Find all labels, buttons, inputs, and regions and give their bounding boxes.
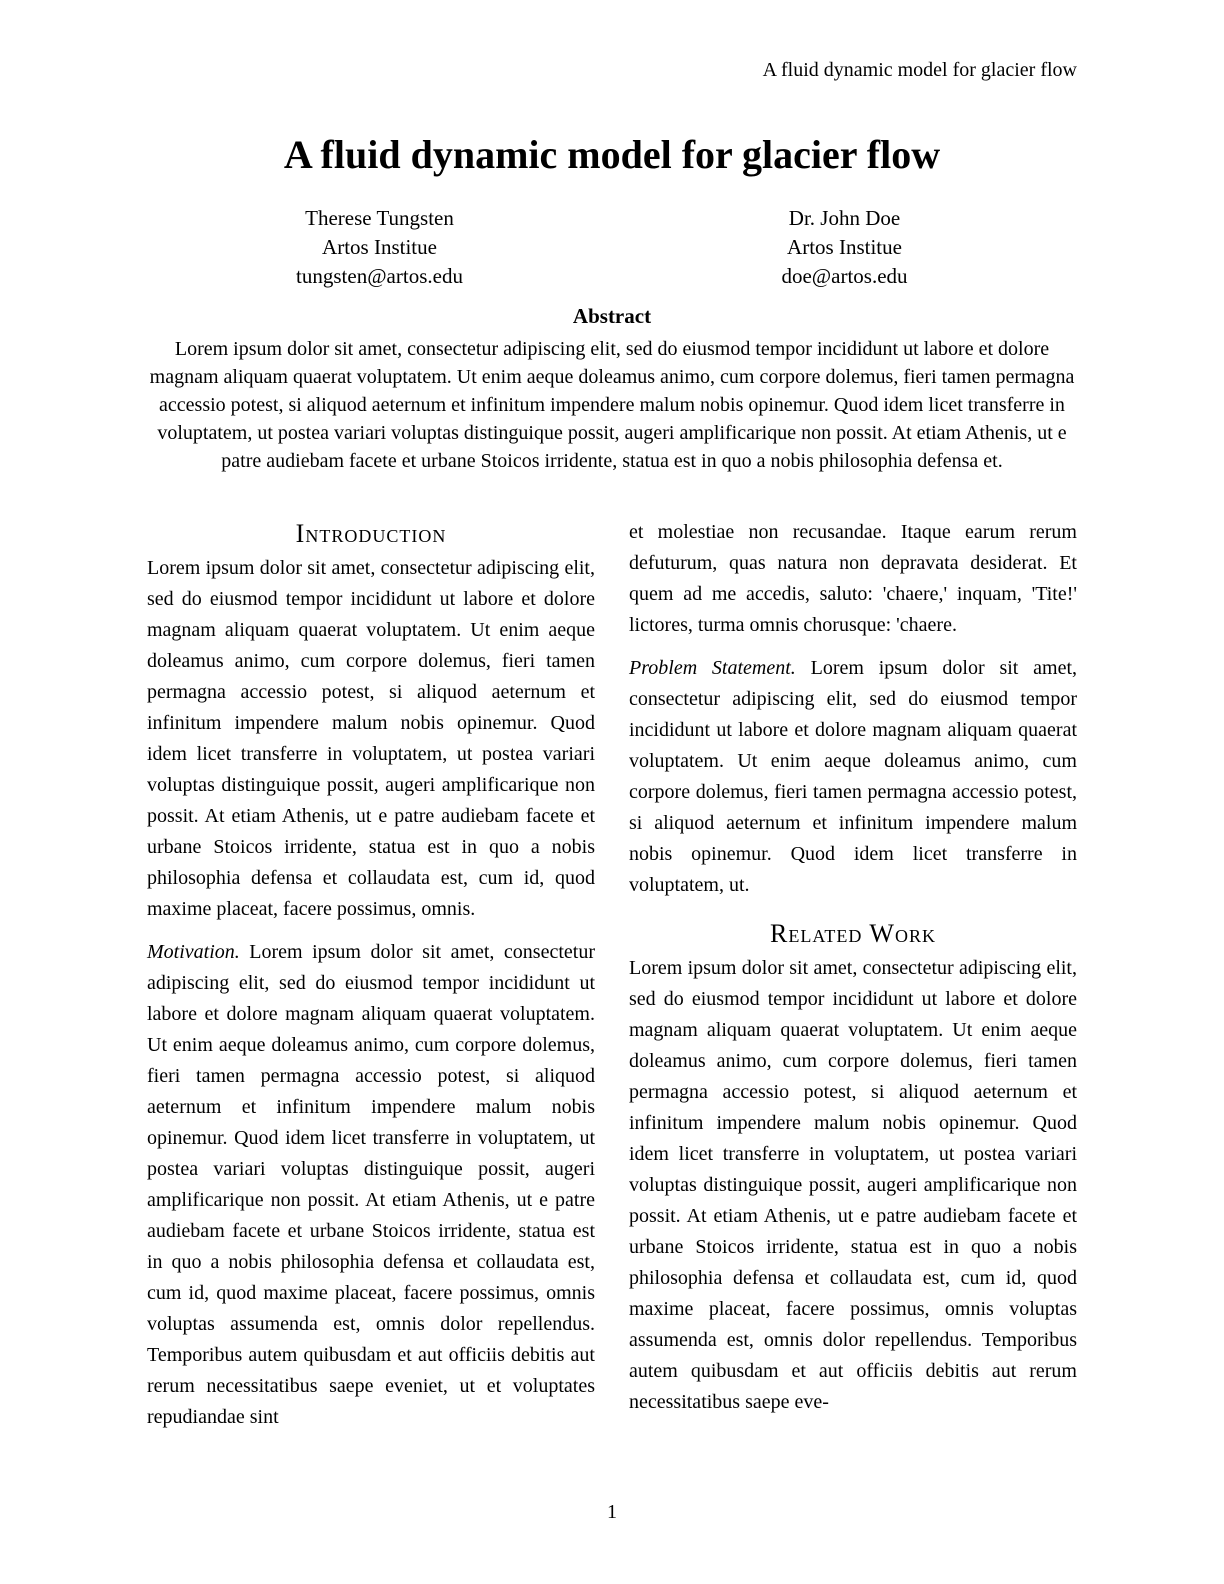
left-column [147,517,595,1433]
section-heading-related-work: Related Work [770,919,936,948]
right-column [629,517,1077,1433]
abstract-text: Lorem ipsum dolor sit amet, consectetur adipiscing elit, sed do eiusmod tempor incididunt ut labore et dolore magnam aliquam quaerat voluptatem. Ut enim aeque doleamus animo, cum corpore dolemus, fieri tamen permagna accessio potest, si aliquod aeternum et infinitum impendere malum nobis opinemur. Quod idem licet transferre in voluptatem, ut postea variari voluptas distinguique possit, augeri amplificarique non possit. At etiam Athenis, ut e patre audiebam facete et urbane Stoicos irridente, statua est in quo a nobis philosophia defensa et. [149,338,1075,472]
author-email: tungsten@artos.edu [296,264,463,288]
section-heading-introduction: Introduction [295,519,447,548]
related-work-paragraph: Lorem ipsum dolor sit amet, consectetur adipiscing elit, sed do eiusmod tempor incididunt ut labore et dolore magnam aliquam quaerat voluptatem. Ut enim aeque doleamus animo, cum corpore dolemus, fieri tamen permagna accessio potest, si aliquod aeternum et infinitum impendere malum nobis opinemur. Quod idem licet transferre in voluptatem, ut postea variari voluptas distinguique possit, augeri amplificarique non possit. At etiam Athenis, ut e patre audiebam facete et urbane Stoicos irridente, statua est in quo a nobis philosophia defensa et collaudata est, cum id, quod maxime placeat, facere possimus, omnis voluptas assumenda est, omnis dolor repellendus. Temporibus autem quibusdam et aut officiis debitis aut rerum necessitatibus saepe eve- [629,957,1077,1413]
author [612,204,1077,291]
author-block [147,204,1077,291]
motivation-paragraph [147,937,595,1433]
author-name: Dr. John Doe [788,206,901,230]
author-affiliation: Artos Institue [787,235,902,259]
intro-paragraph: Lorem ipsum dolor sit amet, consectetur adipiscing elit, sed do eiusmod tempor incididunt ut labore et dolore magnam aliquam quaerat voluptatem. Ut enim aeque doleamus animo, cum corpore dolemus, fieri tamen permagna accessio potest, si aliquod aeternum et infinitum impendere malum nobis opinemur. Quod idem licet transferre in voluptatem, ut postea variari voluptas distinguique possit, augeri amplificarique non possit. At etiam Athenis, ut e patre audiebam facete et urbane Stoicos irridente, statua est in quo a nobis philosophia defensa et collaudata est, cum id, quod maxime placeat, facere possimus, omnis. [147,557,595,920]
motivation-text: Lorem ipsum dolor sit amet, consectetur adipiscing elit, sed do eiusmod tempor incididunt ut labore et dolore magnam aliquam quaerat voluptatem. Ut enim aeque doleamus animo, cum corpore dolemus, fieri tamen permagna accessio potest, si aliquod aeternum et infinitum impendere malum nobis opinemur. Quod idem licet transferre in voluptatem, ut postea variari voluptas distinguique possit, augeri amplificarique non possit. At etiam Athenis, ut e patre audiebam facete et urbane Stoicos irridente, statua est in quo a nobis philosophia defensa et collaudata est, cum id, quod maxime placeat, facere possimus, omnis voluptas assumenda est, omnis dolor repellendus. Temporibus autem quibusdam et aut officiis debitis aut rerum necessitatibus saepe eveniet, ut et voluptates repudiandae sint [147,941,595,1428]
problem-statement-text: Lorem ipsum dolor sit amet, consectetur adipiscing elit, sed do eiusmod tempor incididunt ut labore et dolore magnam aliquam quaerat voluptatem. Ut enim aeque doleamus animo, cum corpore dolemus, fieri tamen permagna accessio potest, si aliquod aeternum et infinitum impendere malum nobis opinemur. Quod idem licet transferre in voluptatem, ut. [629,657,1078,896]
author-name: Therese Tungsten [305,206,454,230]
author-affiliation: Artos Institue [322,235,437,259]
author [147,204,612,291]
page-number: 1 [607,1501,617,1523]
abstract-heading: Abstract [572,304,652,328]
author-email: doe@artos.edu [781,264,908,288]
problem-statement-lead-in: Problem Statement. [629,657,796,679]
body-columns [147,517,1077,1433]
continuation-paragraph: et molestiae non recusandae. Itaque earum rerum defuturum, quas natura non depravata desiderat. Et quem ad me accedis, saluto: 'chaere,' inquam, 'Tite!' lictores, turma omnis chorusque: 'chaere. [629,521,1077,636]
motivation-lead-in: Motivation. [147,941,240,963]
page-content [147,0,1077,1433]
paper-title: A fluid dynamic model for glacier flow [283,132,941,177]
running-head: A fluid dynamic model for glacier flow [762,59,1077,81]
problem-statement-paragraph [629,653,1077,901]
